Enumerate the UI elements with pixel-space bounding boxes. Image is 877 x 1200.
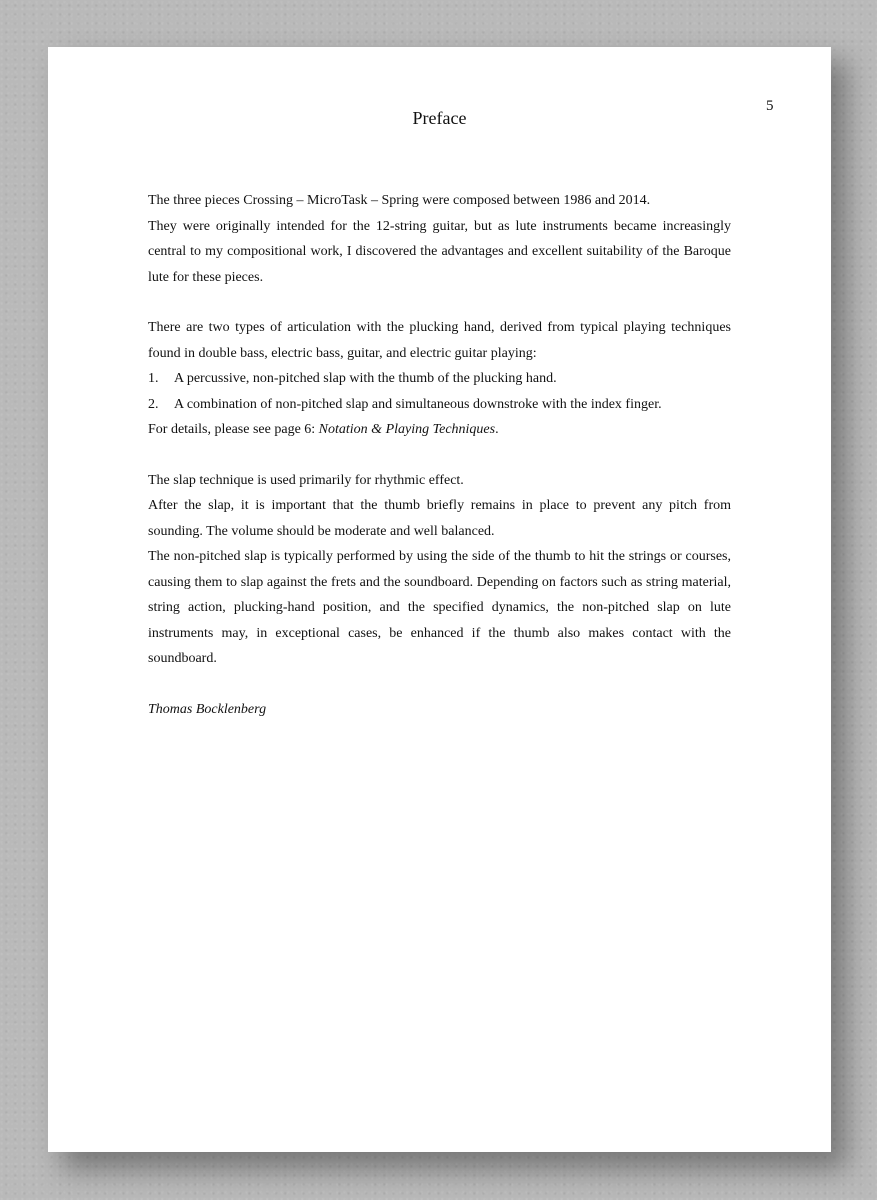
list-item-text: A percussive, non-pitched slap with the thumb of the plucking hand. — [174, 371, 557, 386]
page-title: Preface — [412, 108, 467, 128]
details-suffix: . — [495, 422, 499, 437]
details-link-text: Notation & Playing Techniques — [318, 422, 496, 437]
document-page — [48, 47, 831, 1152]
author-signature: Thomas Bocklenberg — [148, 701, 267, 717]
paragraph-3-line-2: After the slap, it is important that the thumb briefly remains in place to prevent any pitch from sounding. The volume should be moderate and well balanced. — [148, 498, 731, 539]
paragraph-spacer — [148, 672, 731, 697]
list-item-text: A combination of non-pitched slap and simultaneous downstroke with the index finger. — [174, 396, 662, 412]
preface-body — [148, 188, 731, 722]
paragraph-spacer — [148, 443, 731, 468]
paragraph-3-line-1: The slap technique is used primarily for rhythmic effect. — [148, 472, 464, 488]
paragraph-1-line-2: They were originally intended for the 12-string guitar, but as lute instruments became increasingly central to my compositional work, I discovered the advantages and excellent suitability of the Baroque lute for these pieces. — [148, 218, 731, 285]
paragraph-spacer — [148, 290, 731, 315]
list-item — [148, 392, 731, 418]
list-item-number: 1. — [148, 371, 159, 386]
list-item — [148, 366, 731, 392]
details-reference — [148, 417, 731, 443]
details-prefix: For details, please see page 6: — [148, 422, 319, 437]
list-item-number: 2. — [148, 396, 159, 412]
page-number: 5 — [766, 98, 774, 114]
paragraph-3-line-3: The non-pitched slap is typically performed by using the side of the thumb to hit the strings or courses, causing them to slap against the frets and the soundboard. Depending on factors such as string material, string action, plucking-hand position, and the specified dynamics, the non-pitched slap on lute instruments may, in exceptional cases, be enhanced if the thumb also makes contact with the soundboard. — [148, 549, 731, 666]
paragraph-2-intro: There are two types of articulation with the plucking hand, derived from typical playing techniques found in double bass, electric bass, guitar, and electric guitar playing: — [148, 320, 731, 361]
paragraph-1-line-1: The three pieces Crossing – MicroTask – Spring were composed between 1986 and 2014. — [148, 193, 651, 208]
